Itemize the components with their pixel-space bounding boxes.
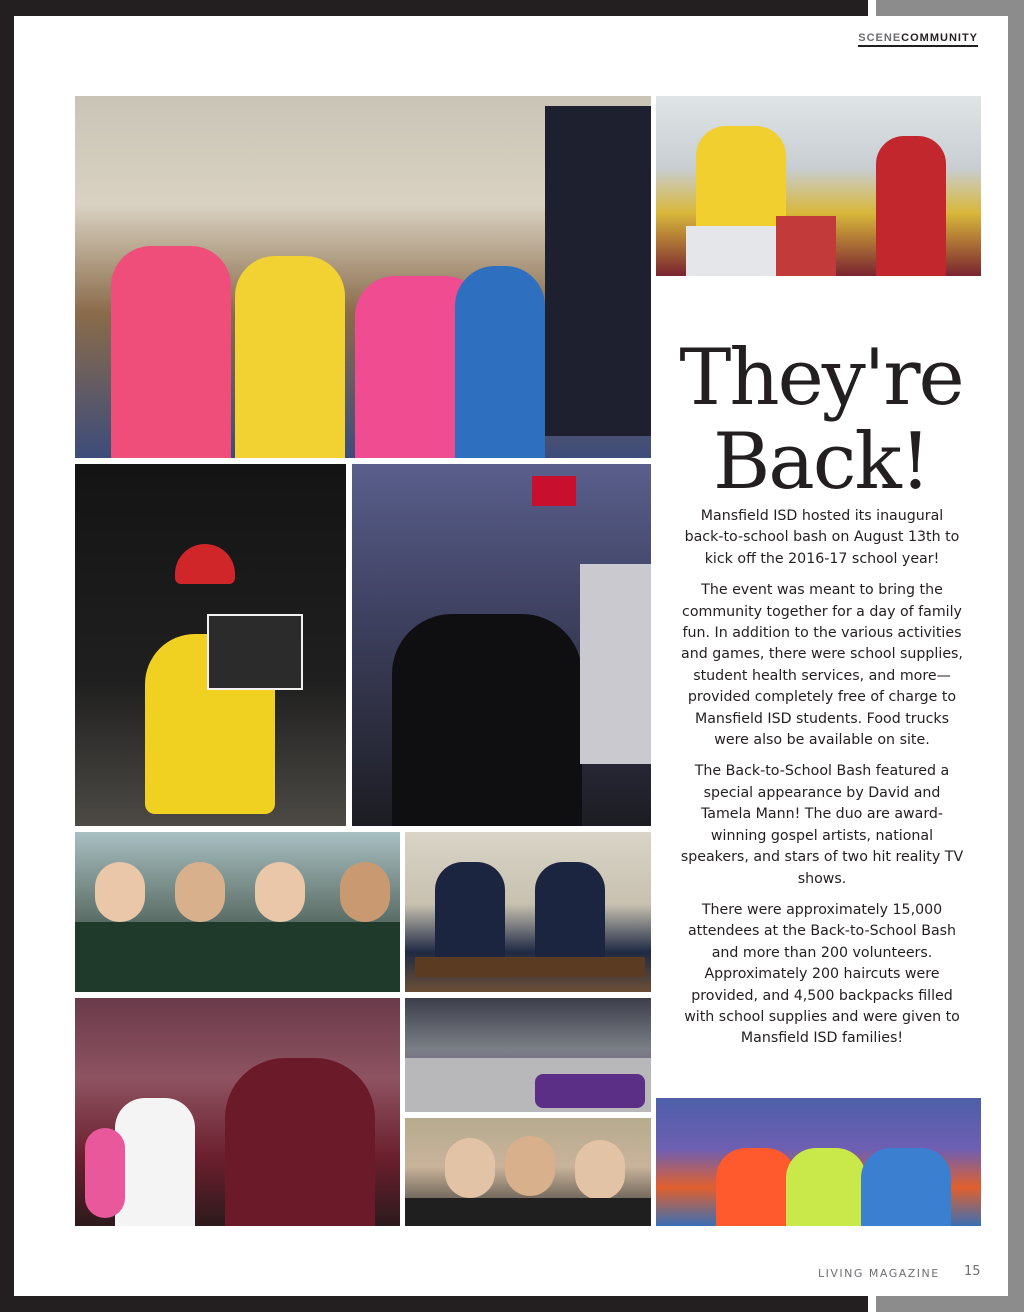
photo-gym-crowd xyxy=(405,998,651,1112)
body-paragraph: The event was meant to bring the community together for a day of family fun. In addition to the various activities and games, there were school supplies, student health services, and more—provided completely free of charge to Mansfield ISD students. Food trucks were also be available on site. xyxy=(681,582,963,749)
article-headline xyxy=(660,333,982,507)
frame-bottom-accent xyxy=(876,1296,1024,1312)
body-paragraph: There were approximately 15,000 attendees at the Back-to-School Bash and more than 200 volunteers. Approximately 200 haircuts were provided, and 4,500 backpacks filled with school supplies and were given to Mansfield ISD families! xyxy=(684,901,960,1047)
photo-volunteers-tables xyxy=(656,96,981,276)
frame-bottom-bar xyxy=(0,1296,868,1312)
body-paragraph: Mansfield ISD hosted its inaugural back-to-school bash on August 13th to kick off the 2016-17 school year! xyxy=(684,508,960,567)
photo-haircuts xyxy=(352,464,651,826)
section-tag-scene: SCENE xyxy=(858,32,902,44)
footer-page-number: 15 xyxy=(964,1264,981,1279)
frame-top-accent xyxy=(876,0,1024,16)
photo-police-officers xyxy=(405,832,651,992)
article-body xyxy=(680,506,964,1060)
photo-david-tamela-mann xyxy=(656,1098,981,1226)
photo-face-painting xyxy=(75,998,400,1226)
body-paragraph: The Back-to-School Bash featured a special appearance by David and Tamela Mann! The duo are award-winning gospel artists, national speakers, and stars of two hit reality TV shows. xyxy=(680,763,964,887)
headline-line-2: Back! xyxy=(712,417,930,507)
footer-magazine-name: LIVING MAGAZINE xyxy=(818,1267,940,1280)
section-tag xyxy=(858,32,978,47)
frame-left-bar xyxy=(0,0,14,1312)
photo-firefighter-child xyxy=(75,464,346,826)
photo-kids-face-paint xyxy=(75,96,651,458)
frame-right-bar xyxy=(1008,0,1024,1312)
photo-cheerleaders xyxy=(75,832,400,992)
photo-women-group xyxy=(405,1118,651,1226)
frame-top-bar xyxy=(0,0,868,16)
headline-line-1: They're xyxy=(679,333,963,423)
section-tag-community: COMMUNITY xyxy=(901,32,978,44)
